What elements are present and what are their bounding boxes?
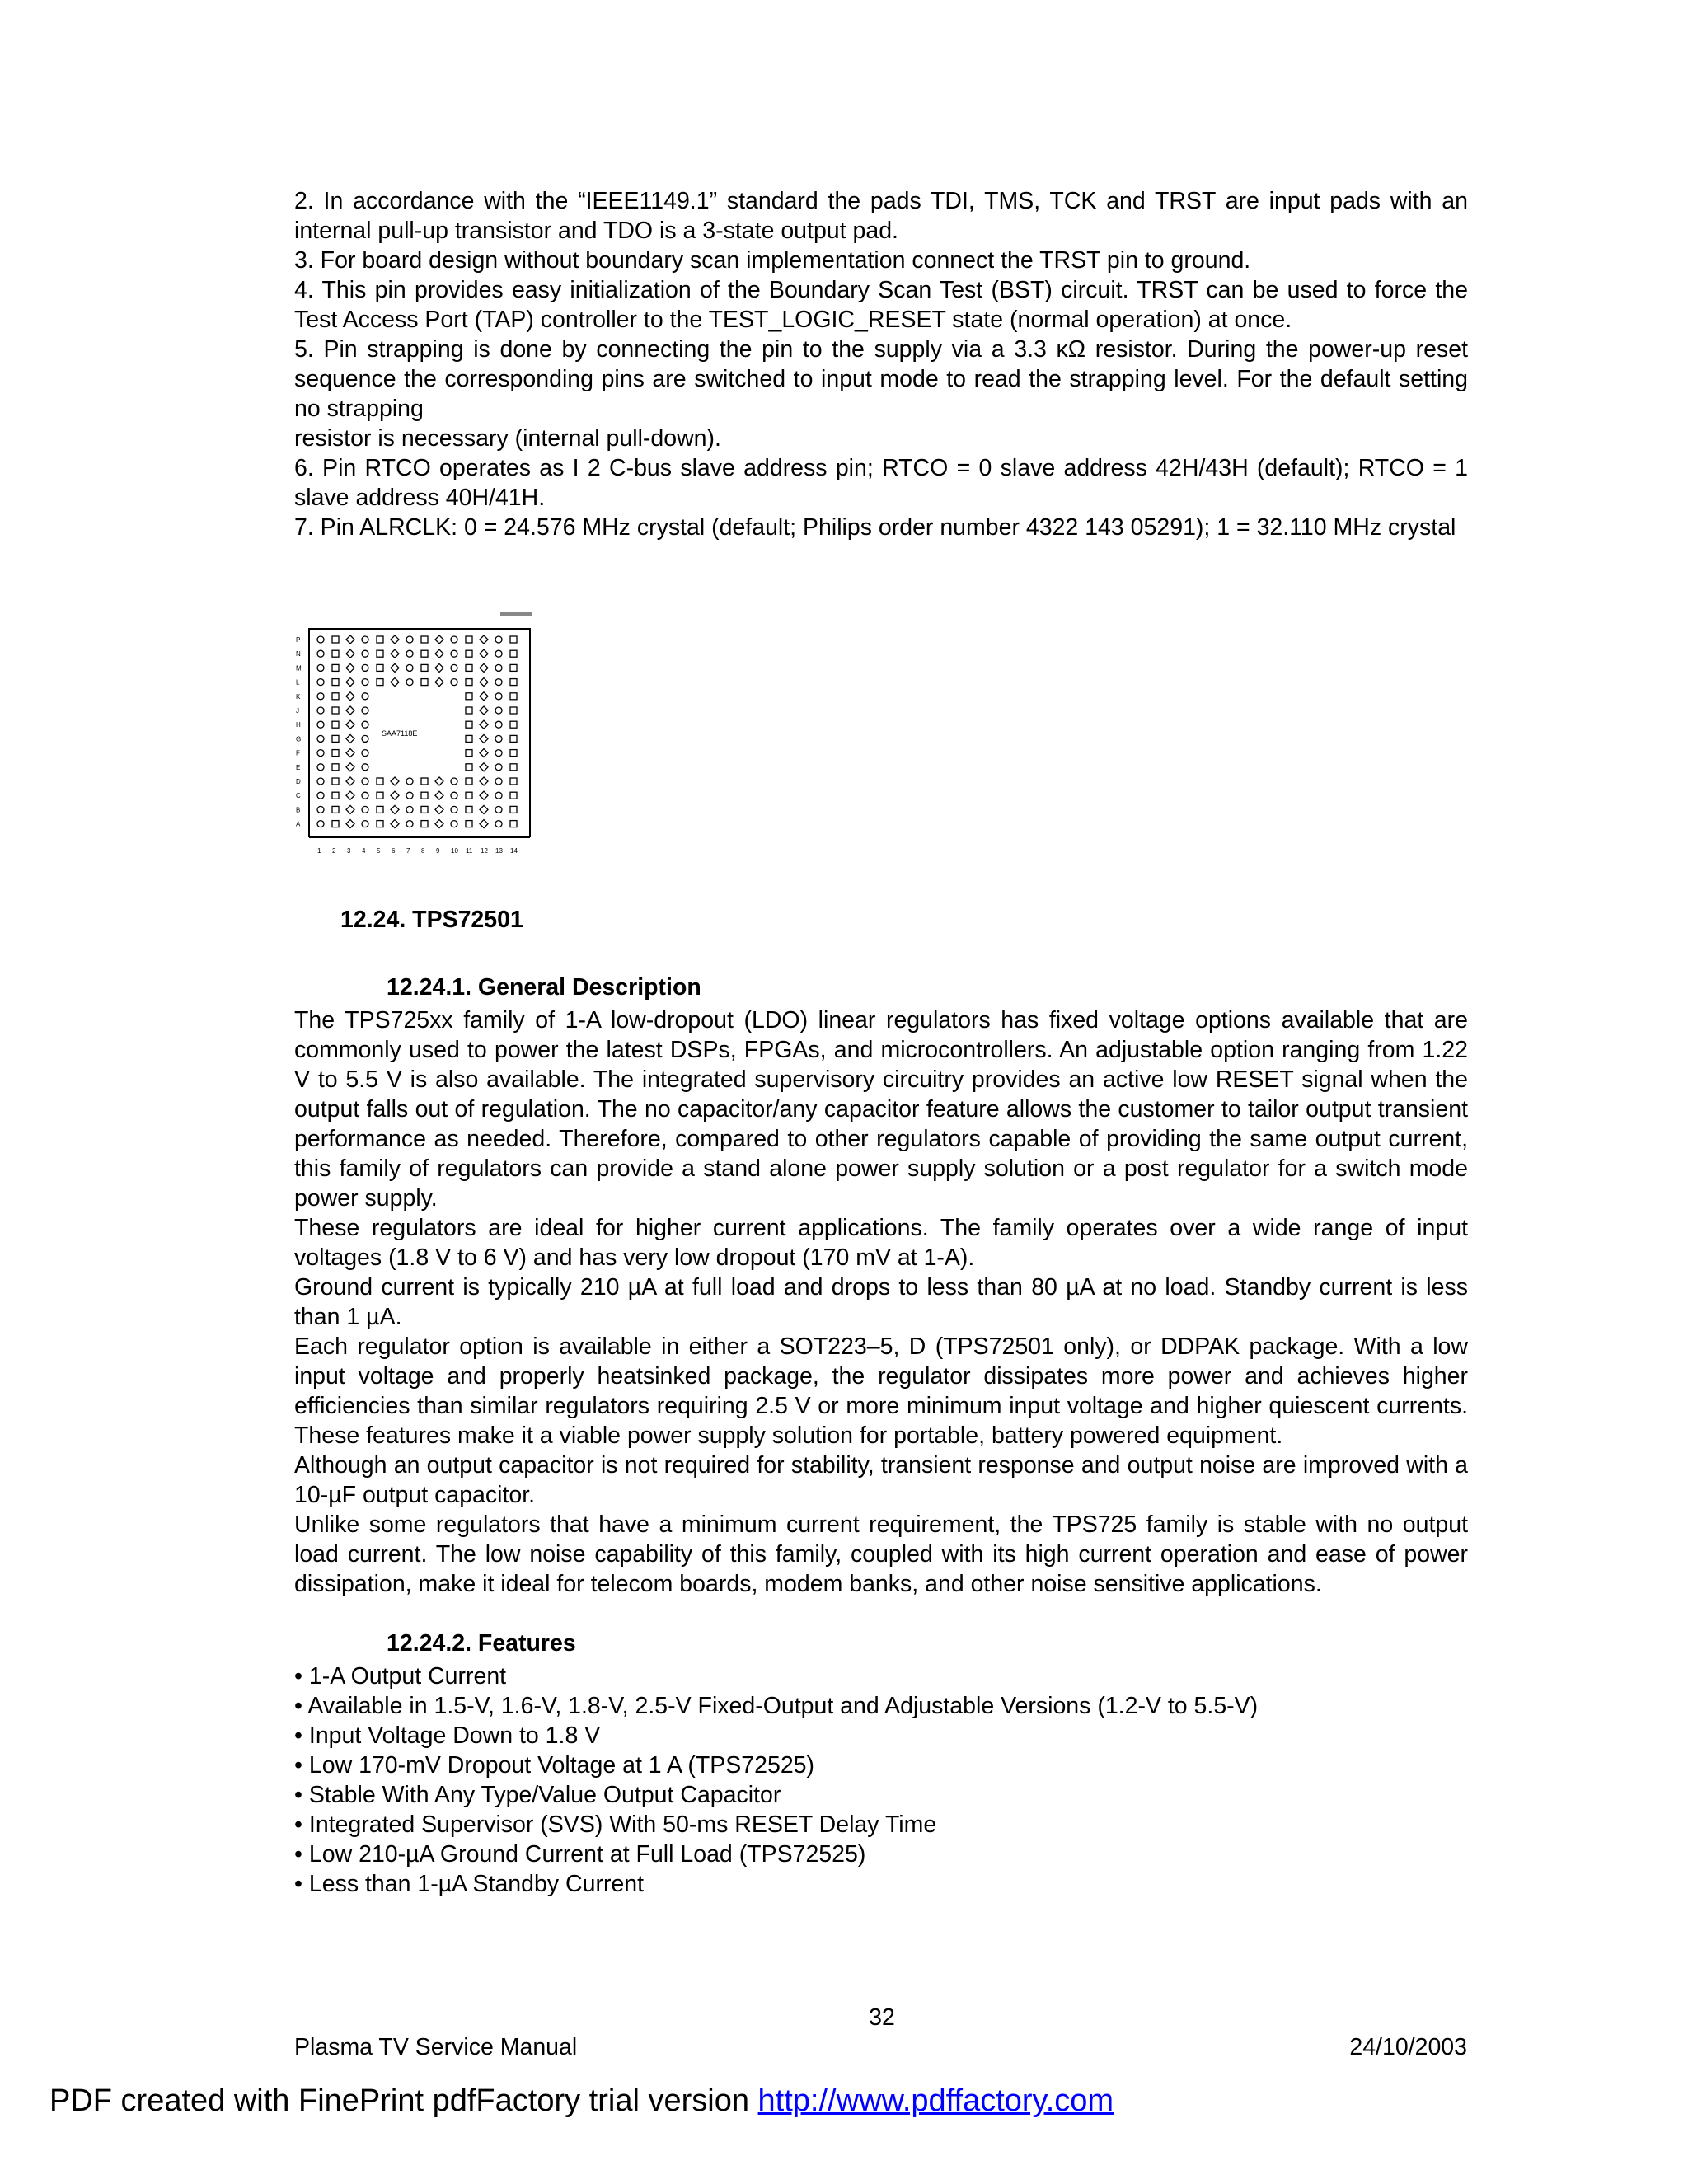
pin-pad bbox=[391, 777, 399, 785]
pin-pad bbox=[435, 663, 443, 672]
pin-pad bbox=[510, 693, 517, 700]
pin-pad bbox=[406, 821, 413, 827]
pin-pad bbox=[346, 692, 354, 701]
pin-pad bbox=[451, 636, 457, 643]
pin-pad bbox=[510, 750, 517, 757]
pin-pad bbox=[362, 650, 368, 657]
general-description-heading: 12.24.1. General Description bbox=[387, 974, 701, 1001]
feature-item: • Stable With Any Type/Value Output Capacitor bbox=[294, 1782, 781, 1808]
pin-pad bbox=[346, 820, 354, 828]
col-label: 1 bbox=[317, 847, 321, 855]
note-5-cont: resistor is necessary (internal pull-down). bbox=[294, 425, 721, 452]
pin-pad bbox=[377, 679, 383, 686]
row-label: A bbox=[296, 820, 301, 828]
feature-item: • Low 170-mV Dropout Voltage at 1 A (TPS72525) bbox=[294, 1752, 815, 1779]
row-label: K bbox=[296, 692, 301, 701]
pin-pad bbox=[332, 679, 339, 686]
pin-pad bbox=[346, 763, 354, 771]
pin-pad bbox=[480, 749, 488, 757]
col-label: 9 bbox=[436, 847, 440, 855]
pin-pad bbox=[317, 693, 324, 700]
general-paragraph-1: The TPS725xx family of 1-A low-dropout (LDO) linear regulators has fixed voltage options available that are commonly used to power the latest DSPs, FPGAs, and microcontrollers. An adjustable option ranging from 1.22 V to 5.5 V is also available. The integrated supervisory circuitry provides an active low RESET signal when the output falls out of regulation. The no capacitor/any capacitor feature allows the customer to tailor output transient performance as needed. Therefore, compared to other regulators capable of providing the same output current, this family of regulators can provide a stand alone power supply solution or a post regulator for a switch mode power supply. bbox=[294, 1007, 1468, 1212]
pin-pad bbox=[317, 664, 324, 671]
pin-pad bbox=[362, 636, 368, 643]
pin-pad bbox=[406, 792, 413, 799]
col-label: 2 bbox=[332, 847, 336, 855]
pin-pad bbox=[317, 707, 324, 714]
pin-pad bbox=[495, 821, 502, 827]
pinout-diagram bbox=[294, 612, 542, 859]
pin-pad bbox=[317, 750, 324, 757]
pin-pad bbox=[317, 778, 324, 785]
notes-block bbox=[294, 186, 1468, 542]
pin-pad bbox=[362, 806, 368, 813]
pin-pad bbox=[480, 649, 488, 658]
footer-date: 24/10/2003 bbox=[1349, 2034, 1467, 2060]
pin-pad bbox=[362, 750, 368, 757]
pin-pad bbox=[466, 821, 472, 827]
features-heading: 12.24.2. Features bbox=[387, 1630, 576, 1657]
pin-pad bbox=[332, 707, 339, 714]
row-label: J bbox=[296, 707, 299, 715]
col-label: 13 bbox=[495, 847, 503, 855]
pin-pad bbox=[466, 735, 472, 742]
pin-pad bbox=[480, 635, 488, 644]
pin-pad bbox=[466, 806, 472, 813]
pin-pad bbox=[406, 636, 413, 643]
pin-pad bbox=[317, 721, 324, 728]
pin-pad bbox=[406, 679, 413, 686]
pin-pad bbox=[451, 806, 457, 813]
pin-pad bbox=[495, 778, 502, 785]
pin-pad bbox=[421, 636, 428, 643]
pin-pad bbox=[480, 706, 488, 715]
general-paragraph-4: Each regulator option is available in either a SOT223–5, D (TPS72501 only), or DDPAK package. With a low input voltage and properly heatsinked package, the regulator dissipates more power and achieves higher efficiencies than similar regulators requiring 2.5 V or more minimum input voltage and higher quiescent currents. These features make it a viable power supply solution for portable, battery powered equipment. bbox=[294, 1333, 1468, 1449]
pinout-col-labels bbox=[317, 847, 518, 855]
banner-text: PDF created with FinePrint pdfFactory trial version bbox=[49, 2083, 758, 2118]
pin-pad bbox=[346, 749, 354, 757]
pin-pad bbox=[466, 664, 472, 671]
pin-pad bbox=[421, 679, 428, 686]
pin-pad bbox=[466, 778, 472, 785]
row-label: D bbox=[296, 778, 301, 785]
page-number: 32 bbox=[869, 2004, 895, 2031]
pin-pad bbox=[346, 791, 354, 799]
pin-pad bbox=[421, 806, 428, 813]
col-label: 10 bbox=[451, 847, 458, 855]
pin-pad bbox=[510, 664, 517, 671]
pin-pad bbox=[406, 806, 413, 813]
pin-pad bbox=[466, 764, 472, 771]
footer-title: Plasma TV Service Manual bbox=[294, 2034, 578, 2060]
col-label: 12 bbox=[481, 847, 488, 855]
pin-pad bbox=[317, 792, 324, 799]
pin-pad bbox=[466, 650, 472, 657]
pin-pad bbox=[391, 663, 399, 672]
note-7: 7. Pin ALRCLK: 0 = 24.576 MHz crystal (default; Philips order number 4322 143 05291); 1 = 32.110 MHz crystal bbox=[294, 514, 1456, 541]
pin-pad bbox=[510, 707, 517, 714]
pdffactory-link[interactable]: http://www.pdffactory.com bbox=[757, 2083, 1114, 2118]
pin-pad bbox=[377, 821, 383, 827]
pin-pad bbox=[480, 692, 488, 701]
pin-pad bbox=[362, 707, 368, 714]
pin-pad bbox=[346, 805, 354, 813]
pin-pad bbox=[495, 735, 502, 742]
pin-pad bbox=[435, 678, 443, 687]
pin-pad bbox=[377, 806, 383, 813]
pin-pad bbox=[480, 791, 488, 799]
row-label: P bbox=[296, 636, 301, 644]
note-6: 6. Pin RTCO operates as I 2 C-bus slave address pin; RTCO = 0 slave address 42H/43H (default); RTCO = 1 slave address 40H/41H. bbox=[294, 455, 1468, 511]
pin-pad bbox=[406, 778, 413, 785]
pin-pad bbox=[317, 636, 324, 643]
pin-pad bbox=[495, 693, 502, 700]
pin-pad bbox=[332, 636, 339, 643]
pin-pad bbox=[332, 750, 339, 757]
pin-pad bbox=[480, 734, 488, 743]
note-2: 2. In accordance with the “IEEE1149.1” standard the pads TDI, TMS, TCK and TRST are input pads with an internal pull-up transistor and TDO is a 3-state output pad. bbox=[294, 188, 1468, 244]
pin-pad bbox=[362, 792, 368, 799]
pin-pad bbox=[332, 764, 339, 771]
pin-pad bbox=[362, 664, 368, 671]
row-label: H bbox=[296, 721, 301, 729]
feature-item: • Input Voltage Down to 1.8 V bbox=[294, 1722, 601, 1749]
row-label: N bbox=[296, 650, 301, 658]
pin-pad bbox=[495, 650, 502, 657]
pin-pad bbox=[495, 750, 502, 757]
pin-pad bbox=[480, 663, 488, 672]
feature-item: • Available in 1.5-V, 1.6-V, 1.8-V, 2.5-V Fixed-Output and Adjustable Versions (1.2-V to 5.5-V) bbox=[294, 1693, 1259, 1719]
row-label: B bbox=[296, 806, 301, 814]
pin-pad bbox=[332, 693, 339, 700]
pin-pad bbox=[451, 650, 457, 657]
pin-pad bbox=[480, 720, 488, 729]
pin-pad bbox=[406, 664, 413, 671]
note-4: 4. This pin provides easy initialization of the Boundary Scan Test (BST) circuit. TRST can be used to force the Test Access Port (TAP) controller to the TEST_LOGIC_RESET state (normal operation) at once. bbox=[294, 277, 1468, 333]
pin-pad bbox=[451, 664, 457, 671]
section-block bbox=[294, 905, 1468, 1899]
pin-pad bbox=[377, 650, 383, 657]
pin-pad bbox=[435, 777, 443, 785]
pin-pad bbox=[317, 650, 324, 657]
pin-pad bbox=[332, 650, 339, 657]
pin-pad bbox=[451, 821, 457, 827]
pin-pad bbox=[495, 764, 502, 771]
note-3: 3. For board design without boundary scan implementation connect the TRST pin to ground. bbox=[294, 247, 1251, 274]
pin-pad bbox=[480, 805, 488, 813]
pin-pad bbox=[391, 649, 399, 658]
pin-pad bbox=[317, 679, 324, 686]
pin-pad bbox=[362, 721, 368, 728]
pin-pad bbox=[466, 636, 472, 643]
feature-item: • Low 210-µA Ground Current at Full Load (TPS72525) bbox=[294, 1841, 866, 1868]
pin-pad bbox=[421, 821, 428, 827]
pin-pad bbox=[451, 778, 457, 785]
pin-pad bbox=[435, 635, 443, 644]
feature-item: • Integrated Supervisor (SVS) With 50-ms RESET Delay Time bbox=[294, 1811, 937, 1838]
pin-pad bbox=[391, 805, 399, 813]
pin-pad bbox=[480, 777, 488, 785]
pin-pad bbox=[510, 792, 517, 799]
pin-pad bbox=[510, 735, 517, 742]
pin-pad bbox=[391, 791, 399, 799]
pin-pad bbox=[510, 650, 517, 657]
pin-pad bbox=[332, 664, 339, 671]
pin-pad bbox=[480, 763, 488, 771]
pin-pad bbox=[317, 821, 324, 827]
pin-pad bbox=[346, 649, 354, 658]
col-label: 6 bbox=[392, 847, 396, 855]
pin-pad bbox=[435, 649, 443, 658]
pin-pad bbox=[391, 635, 399, 644]
general-paragraph-5: Although an output capacitor is not required for stability, transient response and output noise are improved with a 10-µF output capacitor. bbox=[294, 1452, 1468, 1508]
col-label: 5 bbox=[377, 847, 381, 855]
pin-pad bbox=[435, 791, 443, 799]
pin-pad bbox=[510, 636, 517, 643]
pin-pad bbox=[332, 792, 339, 799]
pin-pad bbox=[391, 820, 399, 828]
pin-pad bbox=[391, 678, 399, 687]
pin-pad bbox=[466, 707, 472, 714]
pin-pad bbox=[346, 720, 354, 729]
pin-pad bbox=[332, 778, 339, 785]
pin-pad bbox=[317, 806, 324, 813]
pin-pad bbox=[362, 778, 368, 785]
pin-pad bbox=[421, 778, 428, 785]
pin-pad bbox=[421, 664, 428, 671]
pin-pad bbox=[510, 721, 517, 728]
pin-pad bbox=[362, 679, 368, 686]
pinout-outline bbox=[309, 612, 532, 838]
section-heading: 12.24. TPS72501 bbox=[340, 907, 523, 933]
feature-item: • Less than 1-µA Standby Current bbox=[294, 1871, 645, 1897]
pin-pad bbox=[495, 707, 502, 714]
pin-pad bbox=[480, 820, 488, 828]
chip-label: SAA7118E bbox=[382, 729, 418, 738]
pin-pad bbox=[362, 821, 368, 827]
pin-pad bbox=[451, 792, 457, 799]
pin-pad bbox=[466, 750, 472, 757]
col-label: 7 bbox=[406, 847, 410, 855]
pin-pad bbox=[466, 792, 472, 799]
row-label: M bbox=[296, 664, 302, 673]
features-list bbox=[294, 1661, 1468, 1899]
pin-pad bbox=[451, 679, 457, 686]
pin-pad bbox=[332, 721, 339, 728]
col-label: 4 bbox=[362, 847, 366, 855]
general-paragraph-3: Ground current is typically 210 µA at full load and drops to less than 80 µA at no load. Standby current is less than 1 µA. bbox=[294, 1274, 1468, 1330]
pin-pad bbox=[495, 636, 502, 643]
pin-pad bbox=[495, 806, 502, 813]
general-paragraph-2: These regulators are ideal for higher current applications. The family operates over a wide range of input voltages (1.8 V to 6 V) and has very low dropout (170 mV at 1-A). bbox=[294, 1215, 1468, 1271]
pin-pad bbox=[435, 805, 443, 813]
pdf-banner bbox=[49, 2083, 1114, 2119]
pin-pad bbox=[510, 778, 517, 785]
pin-pad bbox=[317, 764, 324, 771]
row-label: E bbox=[296, 763, 301, 771]
pin-pad bbox=[480, 678, 488, 687]
col-label: 11 bbox=[466, 847, 473, 855]
col-label: 8 bbox=[421, 847, 425, 855]
pin-pad bbox=[346, 635, 354, 644]
row-label: F bbox=[296, 749, 300, 757]
pin-pad bbox=[510, 764, 517, 771]
pin-pad bbox=[377, 664, 383, 671]
pin-pad bbox=[377, 636, 383, 643]
pin-pad bbox=[332, 735, 339, 742]
pin-pad bbox=[495, 679, 502, 686]
row-label: G bbox=[296, 735, 302, 743]
col-label: 14 bbox=[510, 847, 518, 855]
pin-pad bbox=[495, 792, 502, 799]
pinout-row-labels bbox=[296, 636, 302, 828]
pin-pad bbox=[495, 721, 502, 728]
feature-item: • 1-A Output Current bbox=[294, 1663, 507, 1690]
pin-pad bbox=[346, 734, 354, 743]
row-label: C bbox=[296, 792, 301, 800]
note-5: 5. Pin strapping is done by connecting the pin to the supply via a 3.3 κΩ resistor. During the power-up reset sequence the corresponding pins are switched to input mode to read the strapping level. For the default setting no strapping bbox=[294, 336, 1468, 422]
pin-pad bbox=[421, 792, 428, 799]
pin-pad bbox=[377, 778, 383, 785]
pin-pad bbox=[362, 693, 368, 700]
pin-pad bbox=[421, 650, 428, 657]
pin-pad bbox=[510, 821, 517, 827]
pin-pad bbox=[332, 806, 339, 813]
pin-pad bbox=[495, 664, 502, 671]
pin-pad bbox=[510, 806, 517, 813]
pin-pad bbox=[362, 764, 368, 771]
pin-pad bbox=[346, 706, 354, 715]
general-paragraph-6: Unlike some regulators that have a minimum current requirement, the TPS725 family is stable with no output load current. The low noise capability of this family, coupled with its high current operation and ease of power dissipation, make it ideal for telecom boards, modem banks, and other noise sensitive applications. bbox=[294, 1511, 1468, 1597]
row-label: L bbox=[296, 678, 300, 687]
pin-pad bbox=[435, 820, 443, 828]
pin-pad bbox=[317, 735, 324, 742]
pin-pad bbox=[332, 821, 339, 827]
pin-pad bbox=[466, 693, 472, 700]
pin-pad bbox=[346, 777, 354, 785]
pin-pad bbox=[377, 792, 383, 799]
pin-pad bbox=[466, 721, 472, 728]
pin-pad bbox=[406, 650, 413, 657]
pin-pad bbox=[466, 679, 472, 686]
pin-pad bbox=[346, 678, 354, 687]
pin-pad bbox=[346, 663, 354, 672]
col-label: 3 bbox=[347, 847, 351, 855]
pin-pad bbox=[362, 735, 368, 742]
pin-pad bbox=[510, 679, 517, 686]
